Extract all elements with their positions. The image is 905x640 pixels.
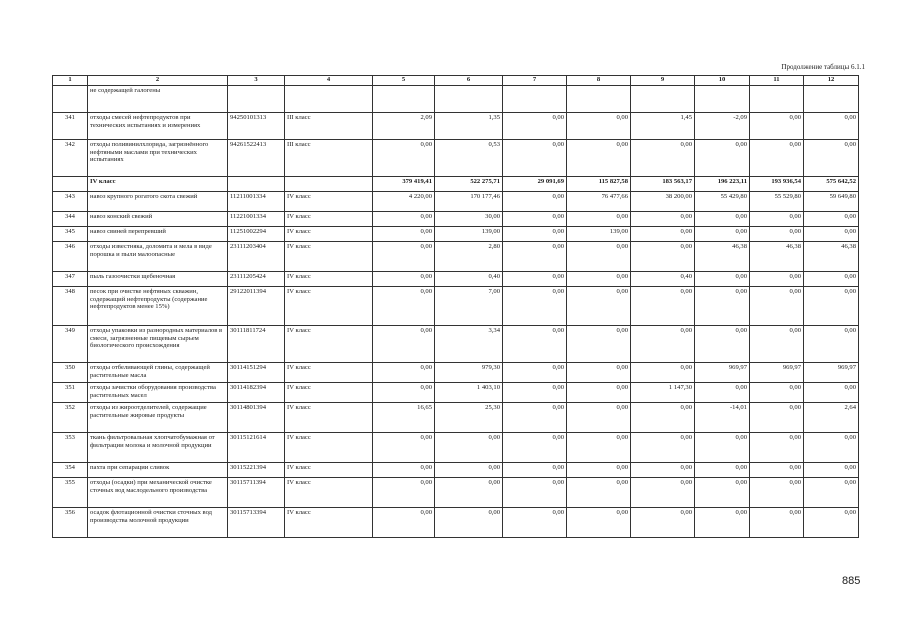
table-cell: 0,00 bbox=[631, 227, 695, 242]
table-cell: 0,00 bbox=[750, 113, 804, 140]
table-cell: 0,00 bbox=[567, 433, 631, 463]
table-cell: 343 bbox=[53, 192, 88, 212]
table-cell: 0,00 bbox=[631, 433, 695, 463]
table-cell: 969,97 bbox=[804, 363, 859, 383]
column-header: 4 bbox=[285, 76, 373, 86]
table-cell: 11251002294 bbox=[228, 227, 285, 242]
table-row bbox=[53, 478, 859, 508]
table-cell: отходы (осадки) при механической очистке сточных вод маслодельного производства bbox=[88, 478, 228, 508]
table-cell: 0,00 bbox=[373, 227, 435, 242]
column-header: 11 bbox=[750, 76, 804, 86]
table-cell: 2,80 bbox=[435, 242, 503, 272]
table-cell: 0,00 bbox=[631, 508, 695, 538]
table-cell bbox=[631, 86, 695, 113]
table-cell: 0,00 bbox=[567, 508, 631, 538]
table-row bbox=[53, 363, 859, 383]
table-cell: 55 529,80 bbox=[750, 192, 804, 212]
table-cell: 0,00 bbox=[567, 140, 631, 177]
table-cell: 0,40 bbox=[631, 272, 695, 287]
table-cell: 0,00 bbox=[631, 242, 695, 272]
table-cell: IV класс bbox=[285, 212, 373, 227]
table-cell: IV класс bbox=[285, 508, 373, 538]
table-cell: 0,00 bbox=[631, 363, 695, 383]
table-cell: навоз конский свежий bbox=[88, 212, 228, 227]
table-cell: 0,00 bbox=[695, 212, 750, 227]
table-cell: 0,00 bbox=[567, 212, 631, 227]
column-header: 1 bbox=[53, 76, 88, 86]
table-cell: 0,00 bbox=[373, 508, 435, 538]
table-cell: 0,00 bbox=[567, 242, 631, 272]
table-cell: 355 bbox=[53, 478, 88, 508]
table-cell: 969,97 bbox=[750, 363, 804, 383]
table-cell: 139,00 bbox=[567, 227, 631, 242]
table-cell: 0,00 bbox=[567, 403, 631, 433]
table-cell: 7,00 bbox=[435, 287, 503, 326]
table-row bbox=[53, 227, 859, 242]
table-cell: 352 bbox=[53, 403, 88, 433]
table-cell: 0,00 bbox=[503, 383, 567, 403]
table-cell: 356 bbox=[53, 508, 88, 538]
table-cell: 0,00 bbox=[804, 326, 859, 363]
table-cell: 0,00 bbox=[804, 272, 859, 287]
table-cell: 0,00 bbox=[631, 463, 695, 478]
table-cell: 979,30 bbox=[435, 363, 503, 383]
table-cell: 11211001334 bbox=[228, 192, 285, 212]
table-cell: ткань фильтровальная хлопчатобумажная от фильтрации молока и молочной продукции bbox=[88, 433, 228, 463]
table-cell: 351 bbox=[53, 383, 88, 403]
table-cell: 0,00 bbox=[804, 463, 859, 478]
table-cell: 23111205424 bbox=[228, 272, 285, 287]
table-cell: 0,00 bbox=[435, 508, 503, 538]
table-cell: 0,00 bbox=[804, 287, 859, 326]
table-cell: IV класс bbox=[285, 383, 373, 403]
table-cell bbox=[503, 86, 567, 113]
table-row bbox=[53, 113, 859, 140]
column-header: 8 bbox=[567, 76, 631, 86]
table-row bbox=[53, 287, 859, 326]
table-cell bbox=[53, 86, 88, 113]
table-cell: 0,00 bbox=[750, 326, 804, 363]
table-cell: пыль газоочистки щебеночная bbox=[88, 272, 228, 287]
table-cell: IV класс bbox=[285, 242, 373, 272]
table-cell: 0,00 bbox=[503, 113, 567, 140]
column-header: 9 bbox=[631, 76, 695, 86]
table-cell: 0,00 bbox=[435, 478, 503, 508]
table-cell: отходы зачистки оборудования производства растительных масел bbox=[88, 383, 228, 403]
table-cell: 353 bbox=[53, 433, 88, 463]
table-cell: 115 827,58 bbox=[567, 177, 631, 192]
column-header: 6 bbox=[435, 76, 503, 86]
table-cell: 0,00 bbox=[631, 403, 695, 433]
table-cell: 55 429,80 bbox=[695, 192, 750, 212]
table-cell: 23111203404 bbox=[228, 242, 285, 272]
table-cell: 0,00 bbox=[695, 478, 750, 508]
table-cell: 139,00 bbox=[435, 227, 503, 242]
table-cell: 196 223,11 bbox=[695, 177, 750, 192]
column-header: 7 bbox=[503, 76, 567, 86]
page-number: 885 bbox=[842, 575, 861, 587]
table-row bbox=[53, 192, 859, 212]
table-cell: 0,00 bbox=[503, 242, 567, 272]
table-row bbox=[53, 140, 859, 177]
table-cell: 341 bbox=[53, 113, 88, 140]
table-cell: 0,00 bbox=[503, 363, 567, 383]
table-cell: 30111811724 bbox=[228, 326, 285, 363]
table-cell bbox=[567, 86, 631, 113]
table-cell: 0,00 bbox=[503, 433, 567, 463]
table-cell: 0,00 bbox=[631, 287, 695, 326]
table-cell bbox=[53, 177, 88, 192]
table-cell: 0,00 bbox=[695, 463, 750, 478]
table-cell: 0,00 bbox=[503, 212, 567, 227]
table-cell bbox=[750, 86, 804, 113]
table-cell: 379 419,41 bbox=[373, 177, 435, 192]
table-cell: 342 bbox=[53, 140, 88, 177]
column-header: 2 bbox=[88, 76, 228, 86]
table-cell: 0,00 bbox=[750, 433, 804, 463]
table-cell: 30,00 bbox=[435, 212, 503, 227]
table-cell: 0,00 bbox=[695, 287, 750, 326]
table-cell: 0,00 bbox=[567, 383, 631, 403]
table-cell: IV класс bbox=[285, 227, 373, 242]
table-cell: 1 403,10 bbox=[435, 383, 503, 403]
table-cell: 346 bbox=[53, 242, 88, 272]
table-cell: 0,00 bbox=[503, 326, 567, 363]
table-cell: 30115121614 bbox=[228, 433, 285, 463]
table-cell: 0,00 bbox=[804, 478, 859, 508]
table-cell: -2,09 bbox=[695, 113, 750, 140]
table-cell: 0,00 bbox=[503, 272, 567, 287]
table-cell: 0,00 bbox=[373, 363, 435, 383]
table-cell: 38 200,00 bbox=[631, 192, 695, 212]
table-cell: 46,38 bbox=[804, 242, 859, 272]
table-cell: 0,00 bbox=[373, 140, 435, 177]
table-cell: IV класс bbox=[285, 287, 373, 326]
table-cell: 59 649,80 bbox=[804, 192, 859, 212]
table-cell: отходы поливинилхлорида, загрязнённого нефтяными маслами при технических испытаниях bbox=[88, 140, 228, 177]
table-cell: 0,00 bbox=[373, 287, 435, 326]
table-cell bbox=[804, 86, 859, 113]
table-row bbox=[53, 383, 859, 403]
table-cell: 0,00 bbox=[567, 272, 631, 287]
column-header: 5 bbox=[373, 76, 435, 86]
table-cell: 354 bbox=[53, 463, 88, 478]
table-cell bbox=[695, 86, 750, 113]
table-cell: 0,00 bbox=[567, 463, 631, 478]
table-cell: отходы смесей нефтепродуктов при технических испытаниях и измерениях bbox=[88, 113, 228, 140]
table-cell: 11221001334 bbox=[228, 212, 285, 227]
table-cell: навоз крупного рогатого скота свежий bbox=[88, 192, 228, 212]
table-cell: 0,00 bbox=[631, 326, 695, 363]
table-cell: 0,00 bbox=[804, 113, 859, 140]
table-cell: 0,40 bbox=[435, 272, 503, 287]
table-cell bbox=[435, 86, 503, 113]
table-cell: 0,00 bbox=[804, 140, 859, 177]
table-cell: 0,00 bbox=[373, 463, 435, 478]
table-cell: пахта при сепарации сливок bbox=[88, 463, 228, 478]
table-cell: 0,00 bbox=[567, 363, 631, 383]
table-cell bbox=[228, 86, 285, 113]
table-cell: 0,00 bbox=[503, 140, 567, 177]
table-cell: 0,00 bbox=[567, 113, 631, 140]
table-cell: 2,09 bbox=[373, 113, 435, 140]
table-cell: 0,00 bbox=[503, 508, 567, 538]
table-cell: 0,00 bbox=[804, 212, 859, 227]
table-cell: 0,00 bbox=[503, 403, 567, 433]
table-cell: 0,00 bbox=[503, 463, 567, 478]
table-row bbox=[53, 463, 859, 478]
table-cell: 0,00 bbox=[435, 463, 503, 478]
table-cell: IV класс bbox=[285, 403, 373, 433]
table-cell: 0,00 bbox=[750, 478, 804, 508]
table-cell: 29122011394 bbox=[228, 287, 285, 326]
table-cell: 0,00 bbox=[750, 212, 804, 227]
waste-table bbox=[52, 75, 859, 538]
table-cell: 30115221394 bbox=[228, 463, 285, 478]
table-cell: 575 642,52 bbox=[804, 177, 859, 192]
column-header: 3 bbox=[228, 76, 285, 86]
table-cell: 0,00 bbox=[567, 326, 631, 363]
table-cell: IV класс bbox=[285, 192, 373, 212]
table-cell: 193 936,54 bbox=[750, 177, 804, 192]
table-cell: 0,00 bbox=[373, 433, 435, 463]
table-cell: III класс bbox=[285, 113, 373, 140]
table-cell: 0,00 bbox=[750, 287, 804, 326]
table-cell: 0,00 bbox=[695, 272, 750, 287]
table-cell: 46,38 bbox=[750, 242, 804, 272]
table-cell: песок при очистке нефтяных скважин, содержащий нефтепродукты (содержание нефтепродуктов менее 15%) bbox=[88, 287, 228, 326]
table-cell: 0,00 bbox=[804, 227, 859, 242]
table-cell: 76 477,66 bbox=[567, 192, 631, 212]
table-cell: 969,97 bbox=[695, 363, 750, 383]
table-cell: 1,35 bbox=[435, 113, 503, 140]
table-cell: 0,53 bbox=[435, 140, 503, 177]
table-cell: 0,00 bbox=[804, 383, 859, 403]
table-caption: Продолжение таблицы 6.1.1 bbox=[781, 63, 865, 71]
table-cell: 170 177,46 bbox=[435, 192, 503, 212]
table-row bbox=[53, 433, 859, 463]
table-cell: -14,01 bbox=[695, 403, 750, 433]
table-cell: 3,34 bbox=[435, 326, 503, 363]
table-cell: 0,00 bbox=[373, 383, 435, 403]
table-cell: 0,00 bbox=[804, 508, 859, 538]
table-cell: 350 bbox=[53, 363, 88, 383]
table-cell: 0,00 bbox=[750, 272, 804, 287]
table-row bbox=[53, 272, 859, 287]
table-cell: IV класс bbox=[285, 272, 373, 287]
table-cell: IV класс bbox=[88, 177, 228, 192]
table-cell: 0,00 bbox=[503, 192, 567, 212]
table-cell: 522 275,71 bbox=[435, 177, 503, 192]
table-cell: 4 220,00 bbox=[373, 192, 435, 212]
table-cell: осадок флотационной очистки сточных вод производства молочной продукции bbox=[88, 508, 228, 538]
table-cell: отходы упаковки из разнородных материалов в смеси, загрязненные пищевым сырьем биологического происхождения bbox=[88, 326, 228, 363]
table-cell: 0,00 bbox=[804, 433, 859, 463]
table-cell: 2,64 bbox=[804, 403, 859, 433]
table-cell: 94261522413 bbox=[228, 140, 285, 177]
table-cell: IV класс bbox=[285, 433, 373, 463]
table-cell: 25,30 bbox=[435, 403, 503, 433]
table-cell bbox=[373, 86, 435, 113]
table-cell: 0,00 bbox=[695, 140, 750, 177]
table-cell: 0,00 bbox=[750, 463, 804, 478]
table-row bbox=[53, 508, 859, 538]
table-cell: отходы из жироотделителей, содержащие растительные жировые продукты bbox=[88, 403, 228, 433]
table-cell: 0,00 bbox=[503, 227, 567, 242]
table-cell: 94250101313 bbox=[228, 113, 285, 140]
table-cell: IV класс bbox=[285, 463, 373, 478]
table-cell: отходы известняка, доломита и мела в виде порошка и пыли малоопасные bbox=[88, 242, 228, 272]
table-cell: 348 bbox=[53, 287, 88, 326]
table-row bbox=[53, 403, 859, 433]
table-row bbox=[53, 86, 859, 113]
table-cell: 0,00 bbox=[631, 140, 695, 177]
table-cell: 29 091,69 bbox=[503, 177, 567, 192]
table-cell: 46,38 bbox=[695, 242, 750, 272]
table-cell: 0,00 bbox=[750, 140, 804, 177]
table-cell: 344 bbox=[53, 212, 88, 227]
table-cell: 1,45 bbox=[631, 113, 695, 140]
table-cell: 30115711394 bbox=[228, 478, 285, 508]
table-cell: навоз свиней перепревший bbox=[88, 227, 228, 242]
table-cell: не содержащей галогены bbox=[88, 86, 228, 113]
table-cell: 0,00 bbox=[750, 508, 804, 538]
table-cell: 0,00 bbox=[373, 326, 435, 363]
table-row bbox=[53, 242, 859, 272]
table-cell: 0,00 bbox=[695, 383, 750, 403]
table-cell: 0,00 bbox=[567, 478, 631, 508]
table-cell: 0,00 bbox=[750, 383, 804, 403]
table-cell: 0,00 bbox=[373, 478, 435, 508]
table-cell: 0,00 bbox=[750, 227, 804, 242]
table-cell: 30114182394 bbox=[228, 383, 285, 403]
table-cell: 0,00 bbox=[631, 478, 695, 508]
column-header: 12 bbox=[804, 76, 859, 86]
table-cell: 30114801394 bbox=[228, 403, 285, 433]
table-cell: 30114151294 bbox=[228, 363, 285, 383]
table-cell: 0,00 bbox=[373, 242, 435, 272]
table-row bbox=[53, 177, 859, 192]
table-cell: IV класс bbox=[285, 363, 373, 383]
table-cell: 0,00 bbox=[373, 272, 435, 287]
table-cell: 0,00 bbox=[503, 287, 567, 326]
table-cell: 0,00 bbox=[435, 433, 503, 463]
table-cell: 0,00 bbox=[695, 433, 750, 463]
table-cell: IV класс bbox=[285, 478, 373, 508]
table-cell: 0,00 bbox=[503, 478, 567, 508]
table-cell: 0,00 bbox=[373, 212, 435, 227]
table-cell: 1 147,30 bbox=[631, 383, 695, 403]
table-cell: 0,00 bbox=[695, 326, 750, 363]
table-cell: 30115713394 bbox=[228, 508, 285, 538]
table-cell: IV класс bbox=[285, 326, 373, 363]
table-cell bbox=[285, 177, 373, 192]
table-cell: III класс bbox=[285, 140, 373, 177]
table-header-row bbox=[53, 76, 859, 86]
table-cell: 0,00 bbox=[567, 287, 631, 326]
table-cell: 0,00 bbox=[750, 403, 804, 433]
table-cell: 183 563,17 bbox=[631, 177, 695, 192]
table-cell: 345 bbox=[53, 227, 88, 242]
table-row bbox=[53, 326, 859, 363]
table-cell: 0,00 bbox=[695, 227, 750, 242]
table-cell: 349 bbox=[53, 326, 88, 363]
table-cell: 16,65 bbox=[373, 403, 435, 433]
table-cell bbox=[285, 86, 373, 113]
table-cell: 347 bbox=[53, 272, 88, 287]
table-cell: отходы отбеливающей глины, содержащей растительные масла bbox=[88, 363, 228, 383]
column-header: 10 bbox=[695, 76, 750, 86]
table-row bbox=[53, 212, 859, 227]
table-cell bbox=[228, 177, 285, 192]
table-cell: 0,00 bbox=[695, 508, 750, 538]
table-cell: 0,00 bbox=[631, 212, 695, 227]
